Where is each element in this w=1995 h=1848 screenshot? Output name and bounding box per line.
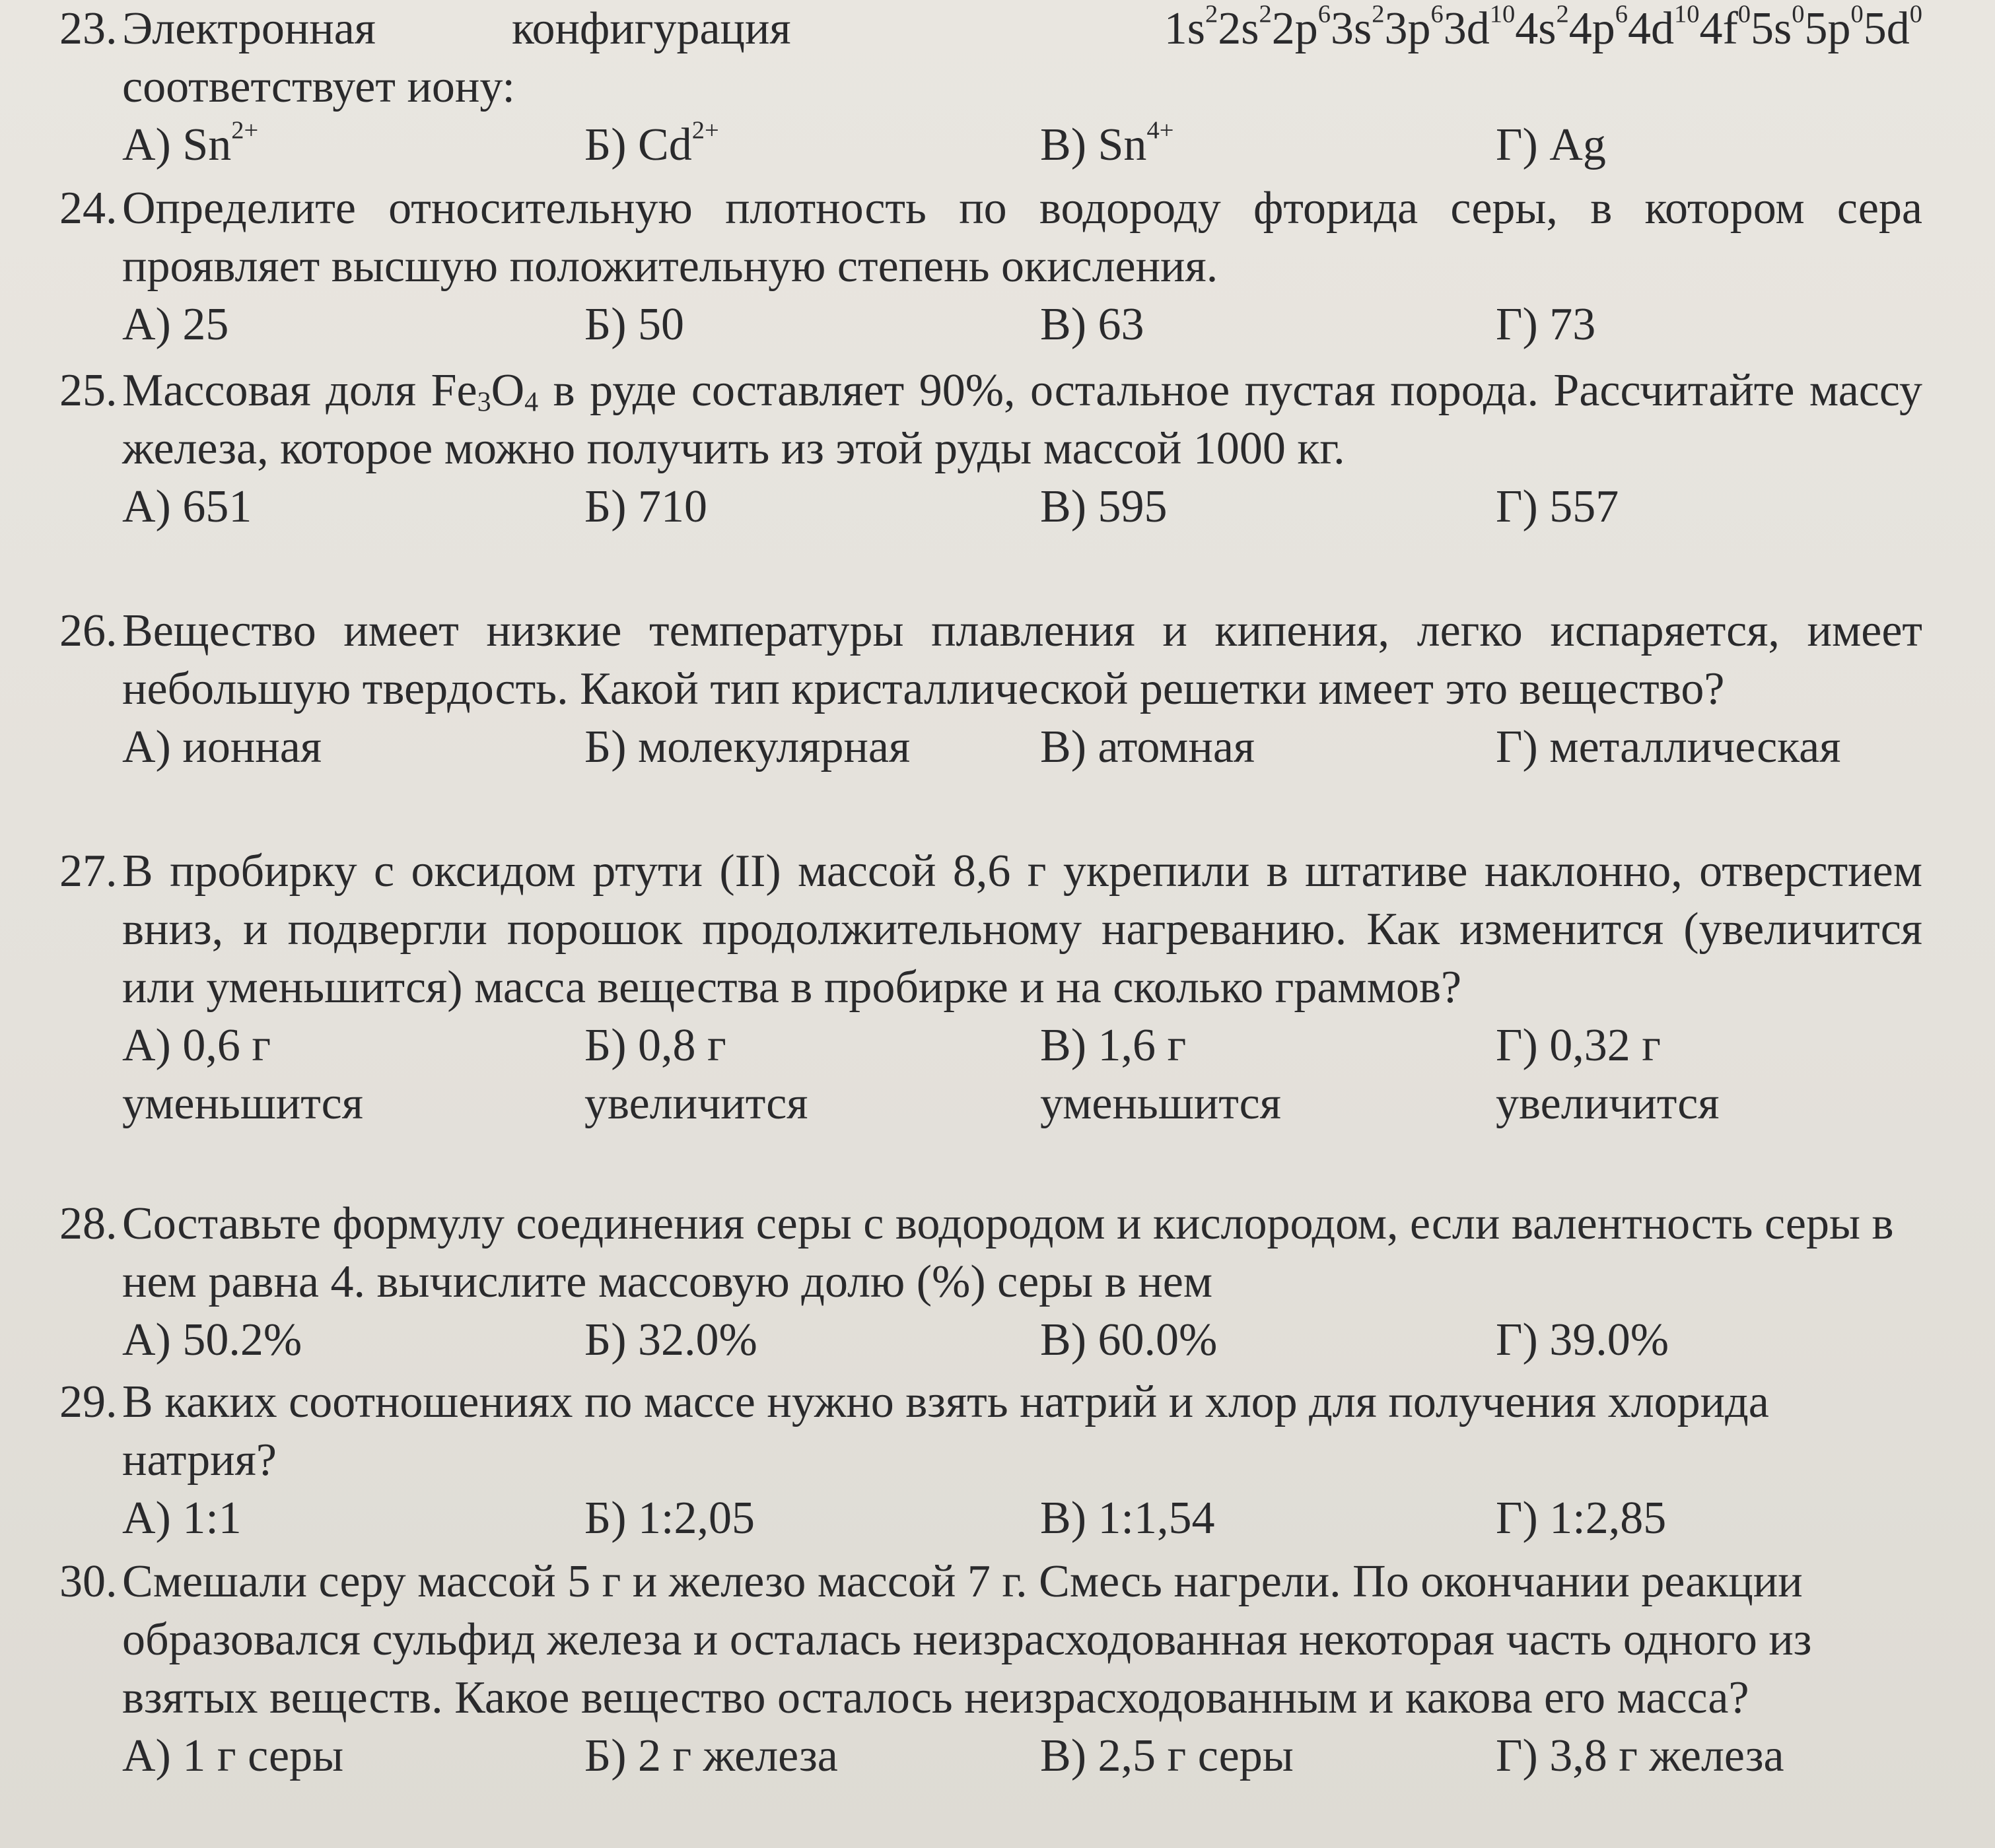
- question-24-text: [59, 180, 1922, 296]
- orbital-exponent: 0: [1909, 0, 1922, 28]
- question-30-text: [59, 1553, 1922, 1727]
- option-b: Б) $Cd^{2+}$: [584, 116, 719, 170]
- option-a: А) 50.2%: [122, 1315, 302, 1365]
- orbital-exponent: 2: [1372, 0, 1385, 28]
- question-text: Составьте формулу соединения серы с водородом и кислородом, если валентность серы в нем равна 4. вычислите массовую долю (%) серы в нем: [122, 1198, 1894, 1307]
- option-c: В) 63: [1040, 299, 1144, 350]
- option-c: В) 1:1,54: [1040, 1493, 1215, 1544]
- question-text: Вещество имеет низкие температуры плавления и кипения, легко испаряется, имеет небольшую твердость. Какой тип кристаллической решетки имеет это вещество?: [122, 605, 1922, 714]
- option-b: Б) 710: [584, 481, 708, 532]
- option-c: В) 2,5 г серы: [1040, 1730, 1294, 1781]
- question-27: [59, 842, 1922, 1136]
- question-number: 25.: [59, 365, 118, 416]
- question-text: В каких соотношениях по массе нужно взять натрий и хлор для получения хлорида натрия?: [122, 1377, 1769, 1486]
- question-number: 29.: [59, 1377, 118, 1427]
- option-b: Б) 0,8 г увеличится: [584, 1020, 808, 1129]
- options-row: [122, 1311, 1922, 1369]
- orbital-exponent: 2: [1259, 0, 1272, 28]
- orbital-term: 3d: [1443, 3, 1490, 54]
- question-29-text: [59, 1373, 1922, 1489]
- orbital-exponent: 6: [1317, 0, 1331, 28]
- options-row: [122, 1017, 1922, 1136]
- option-a: А) 1:1: [122, 1493, 242, 1544]
- orbital-term: 4d: [1627, 3, 1674, 54]
- option-d: Г) 1:2,85: [1496, 1493, 1667, 1544]
- orbital-term: 5s: [1751, 3, 1792, 54]
- orbital-term: 4s: [1515, 3, 1557, 54]
- question-26: [59, 602, 1922, 776]
- option-b: Б) 50: [584, 299, 685, 350]
- option-a: А) 1 г серы: [122, 1730, 344, 1781]
- option-d: Г) 39.0%: [1496, 1315, 1669, 1365]
- option-a: А) 25: [122, 299, 229, 350]
- question-25: [59, 362, 1922, 536]
- question-23-text: [59, 0, 1922, 58]
- option-a: А) $Sn^{2+}$: [122, 116, 259, 170]
- orbital-exponent: 0: [1850, 0, 1864, 28]
- orbital-exponent: 2: [1556, 0, 1569, 28]
- question-number: 28.: [59, 1198, 118, 1249]
- question-23-text-cont: соответствует иону:: [122, 61, 515, 112]
- orbital-term: 5p: [1804, 3, 1851, 54]
- question-28-text: [59, 1195, 1922, 1311]
- options-row: [122, 718, 1922, 776]
- orbital-exponent: 0: [1792, 0, 1805, 28]
- option-a: А) 651: [122, 481, 252, 532]
- electron-configuration: [1164, 0, 1922, 58]
- option-b: Б) 1:2,05: [584, 1493, 755, 1544]
- option-b: Б) 32.0%: [584, 1315, 757, 1365]
- orbital-exponent: 10: [1489, 0, 1516, 28]
- orbital-exponent: 6: [1430, 0, 1444, 28]
- orbital-exponent: 2: [1205, 0, 1218, 28]
- orbital-term: 4p: [1568, 3, 1615, 54]
- option-c: В) атомная: [1040, 722, 1255, 772]
- orbital-term: 3s: [1330, 3, 1372, 54]
- question-number: 23.: [59, 3, 118, 54]
- option-b: Б) 2 г железа: [584, 1730, 838, 1781]
- orbital-term: 2s: [1218, 3, 1259, 54]
- question-number: 27.: [59, 846, 118, 897]
- option-c: В) $Sn^{4+}$: [1040, 116, 1174, 170]
- question-number: 26.: [59, 605, 118, 656]
- options-row: [122, 478, 1922, 536]
- question-text-part: конфигурация: [512, 3, 791, 54]
- question-29: [59, 1373, 1922, 1548]
- orbital-exponent: 10: [1673, 0, 1700, 28]
- orbital-term: 4f: [1699, 3, 1738, 54]
- option-a: А) 0,6 г уменьшится: [122, 1020, 363, 1129]
- options-row: [122, 296, 1922, 354]
- option-d: Г) 0,32 г увеличится: [1496, 1020, 1720, 1129]
- option-d: Г) 73: [1496, 299, 1596, 350]
- option-c: В) 1,6 г уменьшится: [1040, 1020, 1281, 1129]
- option-d: Г) Ag: [1496, 120, 1606, 170]
- question-28: [59, 1195, 1922, 1369]
- question-number: 30.: [59, 1556, 118, 1607]
- option-c: В) 60.0%: [1040, 1315, 1218, 1365]
- option-d: Г) металлическая: [1496, 722, 1841, 772]
- question-25-text: 25. Массовая доля $Fe_3O_4$ в руде составляет 90%, остальное пустая порода. Рассчитайте массу железа, которое можно получить из этой руды массой 1000 кг.: [59, 362, 1922, 478]
- orbital-exponent: 0: [1737, 0, 1751, 28]
- question-23: [59, 0, 1922, 174]
- question-24: [59, 180, 1922, 354]
- option-d: Г) 557: [1496, 481, 1619, 532]
- options-row: [122, 1489, 1922, 1548]
- question-30: [59, 1553, 1922, 1785]
- question-text: Определите относительную плотность по водороду фторида серы, в котором сера проявляет высшую положительную степень окисления.: [122, 183, 1922, 292]
- option-b: Б) молекулярная: [584, 722, 911, 772]
- question-27-text: [59, 842, 1922, 1017]
- orbital-term: 1s: [1164, 3, 1205, 54]
- question-number: 24.: [59, 183, 118, 234]
- option-a: А) ионная: [122, 722, 322, 772]
- question-text: В пробирку с оксидом ртути (II) массой 8,6 г укрепили в штативе наклонно, отверстием вниз, и подвергли порошок продолжительному нагреванию. Как изменится (увеличится или уменьшится) масса вещества в пробирке и на сколько граммов?: [122, 846, 1922, 1013]
- question-text-part: Электронная: [122, 3, 376, 54]
- option-d: Г) 3,8 г железа: [1496, 1730, 1784, 1781]
- option-c: В) 595: [1040, 481, 1168, 532]
- options-row: [122, 1727, 1922, 1785]
- orbital-term: 3p: [1384, 3, 1431, 54]
- orbital-term: 2p: [1271, 3, 1318, 54]
- options-row: [122, 116, 1922, 174]
- question-text: Смешали серу массой 5 г и железо массой 7 г. Смесь нагрели. По окончании реакции образовался сульфид железа и осталась неизрасходованная некоторая часть одного из взятых веществ. Какое вещество осталось неизрасходованным и какова его масса?: [122, 1556, 1812, 1723]
- orbital-term: 5d: [1863, 3, 1910, 54]
- question-26-text: [59, 602, 1922, 718]
- orbital-exponent: 6: [1615, 0, 1628, 28]
